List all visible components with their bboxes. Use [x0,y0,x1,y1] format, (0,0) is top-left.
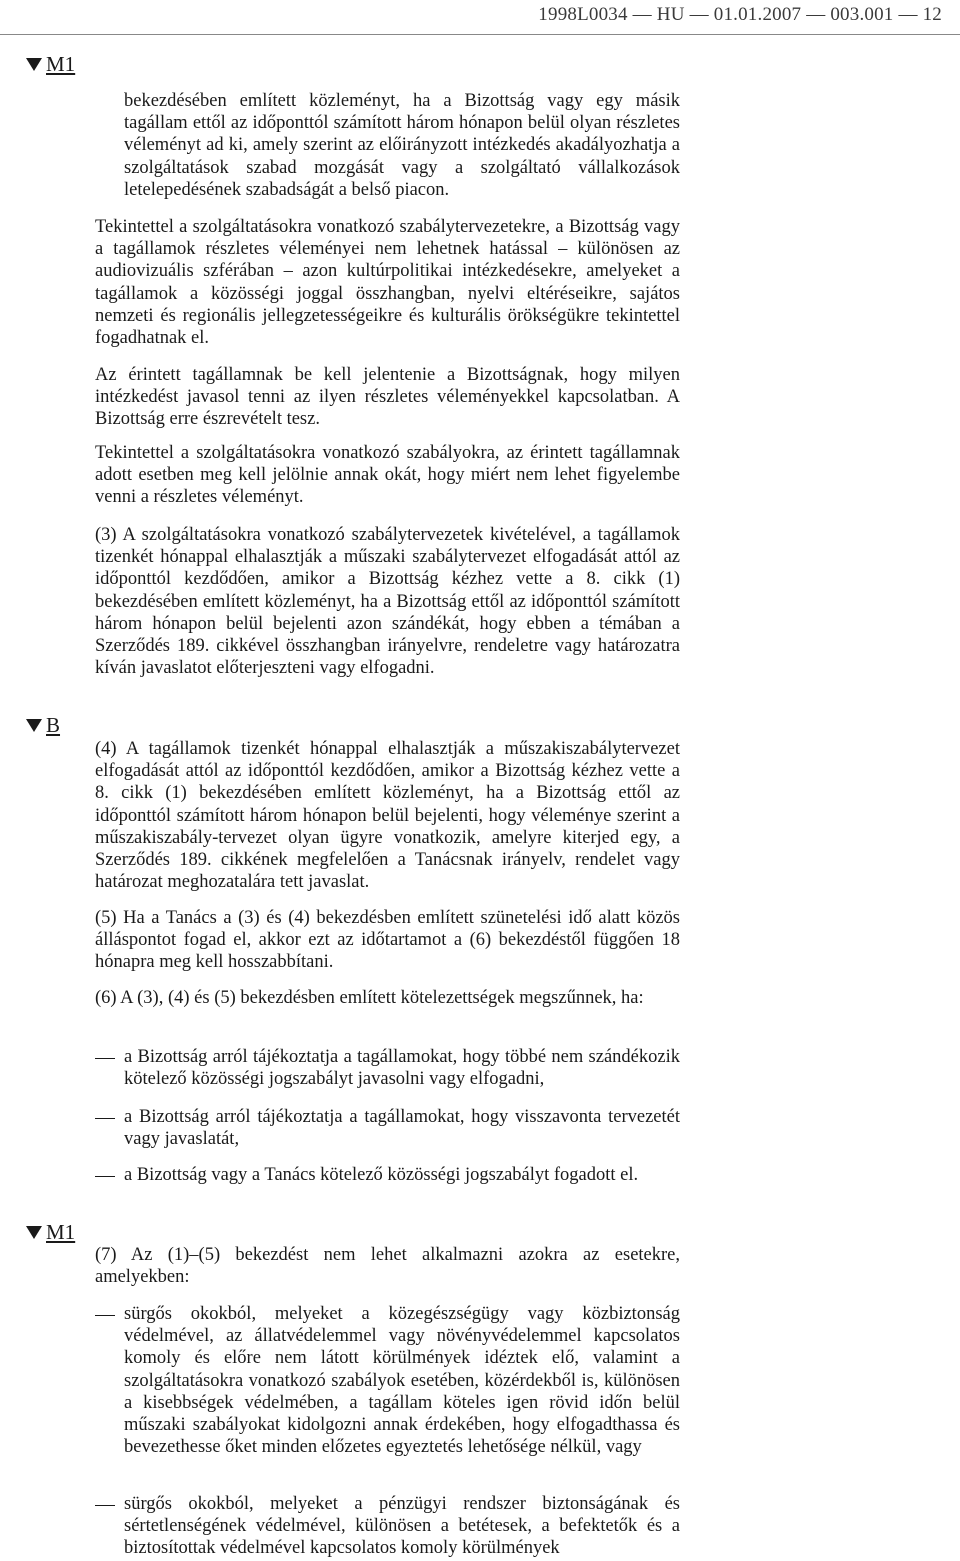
list-item-text: a Bizottság arról tájékoztatja a tagállamokat, hogy többé nem szándékozik kötelező közösségi jogszabályt javasolni vagy elfogadni, [124,1047,680,1090]
header-rule [0,34,960,35]
amendment-marker-b [26,713,60,738]
marker-label: M1 [46,1220,76,1244]
list-item [95,1106,680,1150]
paragraph: bekezdésében említett közleményt, ha a Bizottság vagy egy másik tagállam ettől az időponttól számított három hónapon belül olyan részletes véleményt ad ki, amely szerint az előirányzott intézkedés akadályozhatja a szolgáltatások szabad mozgását vagy a szolgáltató vállalkozások letelepedésének szabadságát a belső piacon. [124,91,680,200]
marker-label: B [46,713,61,737]
list-item [95,1493,680,1560]
list-item [95,1046,680,1090]
triangle-down-icon [26,58,42,71]
amendment-marker-m1 [26,52,75,77]
page-header [0,0,960,34]
list-item [95,1303,680,1458]
paragraph-3: (3) A szolgáltatásokra vonatkozó szabálytervezetek kivételével, a tagállamok tizenkét hónappal elhalasztják a műszaki szabálytervezet elfogadását attól az időponttól kezdődően, amikor a Bizottság kézhez vette a 8. cikk (1) bekezdésében említett közleményt, ha a Bizottság ettől az időponttól számított három hónapon belül bejelenti azon szándékát, hogy ebben a témában a Szerződés 189. cikkével összhangban irányelvre, rendeletre vagy határozatra kíván javaslatot előterjeszteni vagy elfogadni. [95,525,680,679]
list-item-text: a Bizottság vagy a Tanács kötelező közösségi jogszabályt fogadott el. [124,1165,639,1185]
list-item-text: sürgős okokból, melyeket a pénzügyi rendszer biztonságának és sértetlenségének védelmével, különösen a betétesek, a befektetők és a biztosítottak védelmével kapcsolatos komoly körülmények [124,1494,680,1559]
list-item [95,1164,680,1186]
paragraph-4: (4) A tagállamok tizenkét hónappal elhalasztják a műszakiszabálytervezet elfogadását attól az időponttól kezdődően, amikor a Bizottság kézhez vette a 8. cikk (1) bekezdésében említett közleményt, ha a Bizottság ettől az időponttól számított három hónapon belül bejelenti, hogy véleménye szerint a műszakiszabály-tervezet olyan ügyre vonatkozik, amelyre kiterjed egy, a Szerződés 189. cikkének megfelelően a Tanácsnak irányelv, rendelet vagy határozat meghozatalára tett javaslat. [95,739,680,893]
paragraph-7: (7) Az (1)–(5) bekezdést nem lehet alkalmazni azokra az esetekre, amelyekben: [95,1245,680,1288]
paragraph: Az érintett tagállamnak be kell jelentenie a Bizottságnak, hogy milyen intézkedést javasol tenni az ilyen részletes véleményekkel kapcsolatban. A Bizottság erre észrevételt tesz. [95,365,680,430]
paragraph: Tekintettel a szolgáltatásokra vonatkozó szabályokra, az érintett tagállamnak adott esetben meg kell jelölnie annak okát, hogy miért nem lehet figyelembe venni a részletes véleményt. [95,443,680,508]
paragraph-5: (5) Ha a Tanács a (3) és (4) bekezdésben említett szünetelési idő alatt közös álláspontot fogad el, akkor ezt az időtartamot a (6) bekezdéstől függően 18 hónapra meg kell hosszabbítani. [95,908,680,973]
list-item-text: a Bizottság arról tájékoztatja a tagállamokat, hogy visszavonta tervezetét vagy javaslatát, [124,1107,680,1150]
marker-label: M1 [46,52,76,76]
list-item-text: sürgős okokból, melyeket a közegészségügy vagy közbiztonság védelmével, az állatvédelemmel vagy növényvédelemmel kapcsolatos komoly és előre nem látott körülmények idéztek elő, valamint a szolgáltatásokra vonatkozó szabályok esetében, közérdekből is, különösen a kisebbségek védelmében, a tagállam köteles igen rövid időn belül műszaki szabályokat kidolgozni annak érdekében, hogy elfogadthassa és bevezethesse őket minden előzetes egyeztetés lehetősége nélkül, vagy [124,1304,680,1458]
paragraph: Tekintettel a szolgáltatásokra vonatkozó szabálytervezetekre, a Bizottság vagy a tagállamok részletes véleményei nem lehetnek hatással – különösen az audiovizuális szférában – azon kultúrpolitikai intézkedésekre, amelyeket a tagállamok a közösségi joggal összhangban, nyelvi eltéréseikre, sajátos nemzeti és regionális jellegzetességeikre és kulturális örökségükre tekintettel fogadhatnak el. [95,217,680,349]
triangle-down-icon [26,1226,42,1239]
triangle-down-icon [26,719,42,732]
paragraph-6: (6) A (3), (4) és (5) bekezdésben említett kötelezettségek megszűnnek, ha: [95,988,644,1008]
amendment-marker-m1-2 [26,1220,75,1245]
running-head: 1998L0034 — HU — 01.01.2007 — 003.001 — 12 [538,4,942,25]
